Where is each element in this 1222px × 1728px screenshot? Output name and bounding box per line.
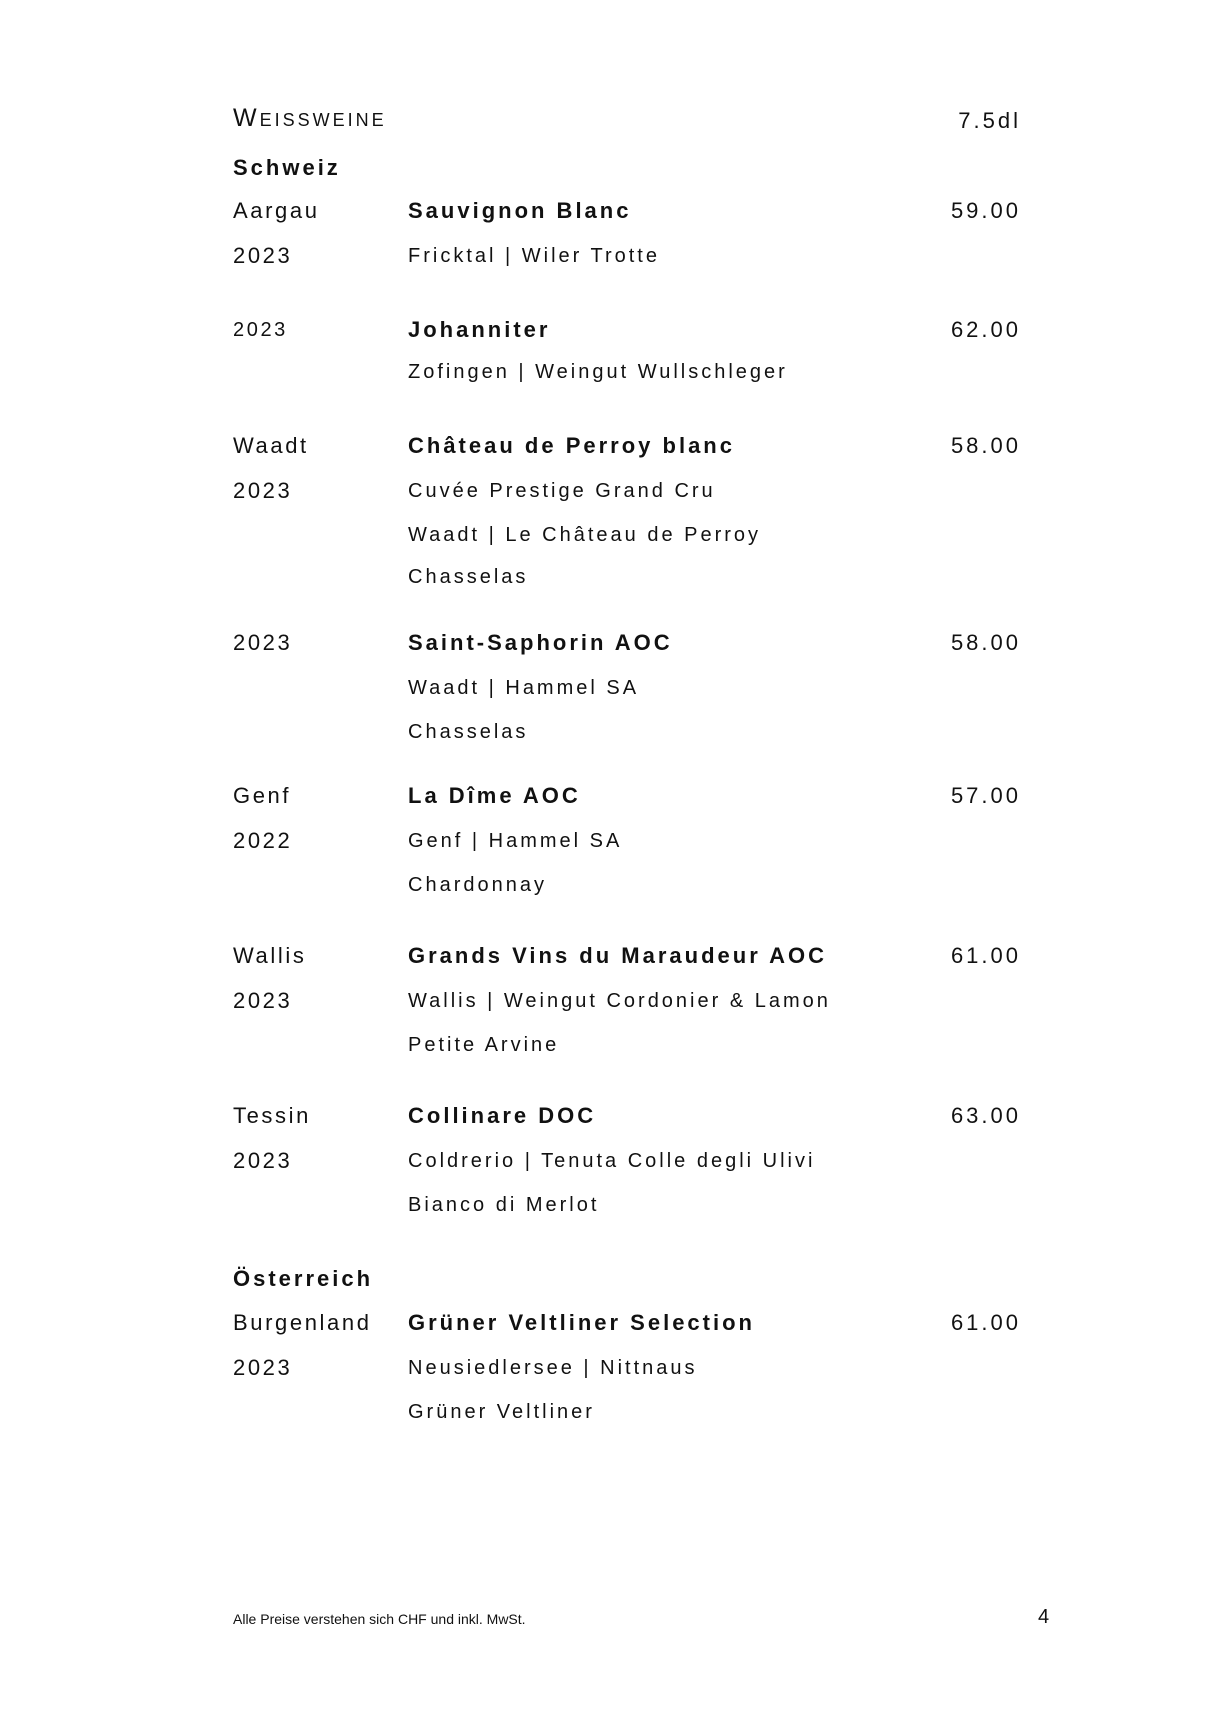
wine-year: 2023 (233, 243, 293, 268)
wine-origin (233, 199, 403, 289)
wine-description (408, 434, 948, 607)
wine-detail: Chasselas (408, 721, 529, 743)
wine-detail: Zofingen | Weingut Wullschleger (408, 361, 788, 383)
wine-year: 2023 (233, 319, 288, 341)
wine-detail: Wallis | Weingut Cordonier & Lamon (408, 990, 831, 1012)
wine-region: Wallis (233, 943, 307, 968)
wine-detail: Petite Arvine (408, 1034, 560, 1056)
country-name: Österreich (233, 1266, 374, 1291)
wine-origin (233, 1311, 403, 1401)
wine-price: 62.00 (950, 317, 1021, 342)
wine-name: Saint-Saphorin AOC (408, 630, 673, 655)
country-name: Schweiz (233, 155, 341, 180)
wine-name: La Dîme AOC (408, 783, 581, 808)
wine-origin (233, 944, 403, 1034)
wine-detail: Grüner Veltliner (408, 1401, 595, 1423)
section-title: Weissweine (233, 104, 387, 132)
wine-origin (233, 434, 403, 524)
wine-name: Johanniter (408, 317, 551, 342)
wine-name: Grands Vins du Maraudeur AOC (408, 943, 827, 968)
wine-description (408, 944, 948, 1075)
wine-description (408, 1104, 948, 1235)
footer-note: Alle Preise verstehen sich CHF und inkl. MwSt. (233, 1611, 526, 1627)
wine-description (408, 318, 948, 404)
volume-label: 7.5dl (958, 108, 1021, 133)
wine-region: Aargau (233, 198, 320, 223)
wine-year: 2022 (233, 828, 293, 853)
wine-price: 58.00 (950, 433, 1021, 458)
wine-year: 2023 (233, 478, 293, 503)
wine-detail: Bianco di Merlot (408, 1194, 600, 1216)
wine-detail: Waadt | Le Château de Perroy (408, 524, 762, 546)
wine-price: 57.00 (950, 783, 1021, 808)
wine-region: Waadt (233, 433, 309, 458)
wine-origin (233, 631, 403, 676)
wine-region: Genf (233, 783, 292, 808)
wine-year: 2023 (233, 1148, 293, 1173)
country-heading-schweiz (233, 155, 1021, 181)
wine-detail: Coldrerio | Tenuta Colle degli Ulivi (408, 1150, 816, 1172)
wine-detail: Genf | Hammel SA (408, 830, 623, 852)
wine-detail: Neusiedlersee | Nittnaus (408, 1357, 698, 1379)
wine-description (408, 199, 948, 288)
wine-name: Château de Perroy blanc (408, 433, 735, 458)
wine-detail: Waadt | Hammel SA (408, 677, 640, 699)
wine-description (408, 1311, 948, 1442)
country-heading-oesterreich (233, 1266, 1021, 1292)
wine-origin (233, 318, 403, 363)
wine-year: 2023 (233, 630, 293, 655)
page-number: 4 (1038, 1606, 1050, 1628)
wine-year: 2023 (233, 988, 293, 1013)
wine-origin (233, 1104, 403, 1194)
wine-name: Collinare DOC (408, 1103, 597, 1128)
wine-description (408, 784, 948, 915)
wine-detail: Cuvée Prestige Grand Cru (408, 480, 716, 502)
wine-detail: Chasselas (408, 566, 529, 588)
wine-name: Grüner Veltliner Selection (408, 1310, 755, 1335)
wine-region: Burgenland (233, 1310, 372, 1335)
wine-detail: Fricktal | Wiler Trotte (408, 245, 660, 267)
wine-origin (233, 784, 403, 874)
wine-price: 61.00 (950, 1310, 1021, 1335)
wine-region: Tessin (233, 1103, 311, 1128)
wine-price: 58.00 (950, 630, 1021, 655)
wine-year: 2023 (233, 1355, 293, 1380)
wine-price: 61.00 (950, 943, 1021, 968)
wine-detail: Chardonnay (408, 874, 547, 896)
wine-description (408, 631, 948, 762)
wine-name: Sauvignon Blanc (408, 198, 632, 223)
wine-price: 59.00 (950, 198, 1021, 223)
wine-price: 63.00 (950, 1103, 1021, 1128)
page-header (233, 104, 1021, 140)
